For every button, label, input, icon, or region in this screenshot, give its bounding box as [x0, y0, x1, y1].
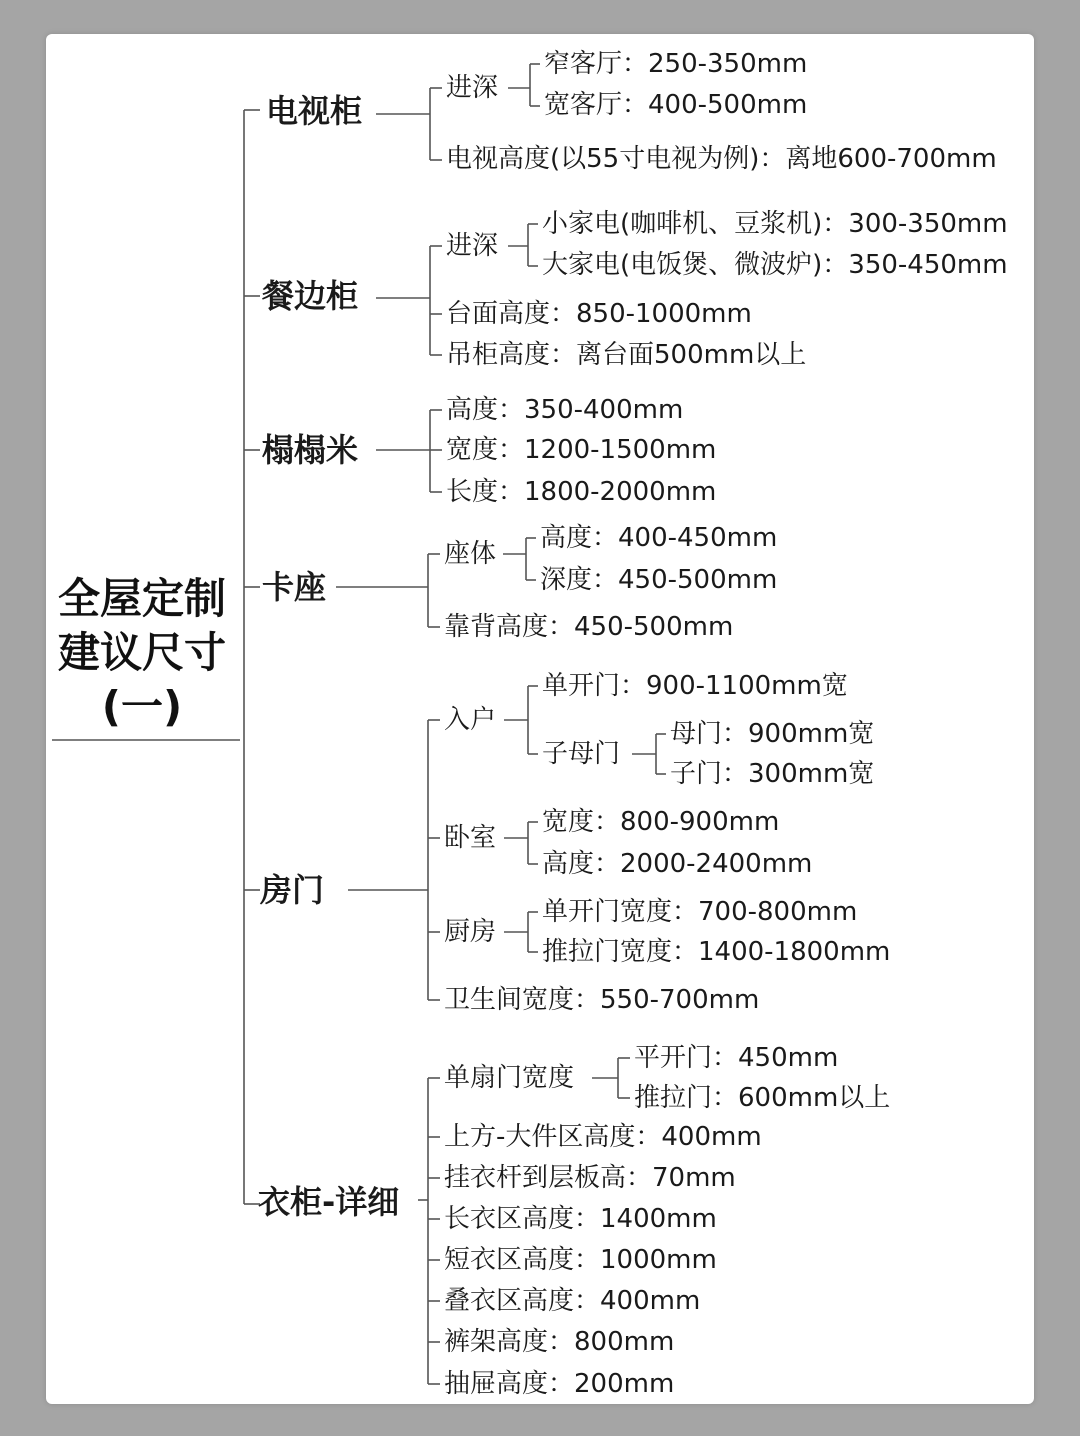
leaf-booth-seat-height: 高度：400-450mm	[540, 523, 778, 553]
leaf-door-entry-single: 单开门：900-1100mm宽	[542, 671, 848, 701]
leaf-door-kitchen-single: 单开门宽度：700-800mm	[542, 897, 858, 927]
node-booth: 卡座	[262, 568, 327, 606]
leaf-wardrobe-sliding-door: 推拉门：600mm以上	[634, 1083, 891, 1113]
leaf-sideboard-counter-height: 台面高度：850-1000mm	[446, 299, 752, 329]
node-door: 房门	[260, 871, 325, 909]
node-door-kitchen: 厨房	[444, 917, 497, 947]
node-wardrobe-single-door: 单扇门宽度	[444, 1063, 575, 1093]
leaf-wardrobe-item: 叠衣区高度：400mm	[444, 1286, 701, 1316]
node-sideboard: 餐边柜	[262, 277, 359, 315]
root-title-line1: 全屋定制	[57, 574, 226, 623]
node-door-mother-child: 子母门	[542, 739, 621, 769]
leaf-wardrobe-item: 短衣区高度：1000mm	[444, 1245, 717, 1275]
leaf-door-mother: 母门：900mm宽	[670, 719, 875, 749]
root-title	[50, 572, 234, 734]
node-sideboard-depth: 进深	[446, 231, 499, 261]
leaf-wardrobe-swing-door: 平开门：450mm	[634, 1043, 839, 1073]
leaf-booth-back-height: 靠背高度：450-500mm	[444, 612, 734, 642]
node-door-entry: 入户	[444, 705, 497, 735]
leaf-booth-seat-depth: 深度：450-500mm	[540, 565, 778, 595]
leaf-tatami-height: 高度：350-400mm	[446, 395, 684, 425]
leaf-door-child: 子门：300mm宽	[670, 759, 875, 789]
leaf-door-bedroom-height: 高度：2000-2400mm	[542, 849, 813, 879]
leaf-tv-depth-wide: 宽客厅：400-500mm	[544, 90, 808, 120]
node-door-bedroom: 卧室	[444, 823, 497, 853]
leaf-wardrobe-item: 长衣区高度：1400mm	[444, 1204, 717, 1234]
node-tv-cabinet: 电视柜	[266, 92, 363, 130]
root-title-line2: 建议尺寸	[57, 628, 226, 677]
leaf-tv-height: 电视高度(以55寸电视为例)：离地600-700mm	[446, 144, 997, 174]
leaf-sideboard-depth-small: 小家电(咖啡机、豆浆机)：300-350mm	[542, 209, 1008, 239]
leaf-tatami-width: 宽度：1200-1500mm	[446, 435, 717, 465]
node-booth-seat: 座体	[444, 539, 497, 569]
node-tv-depth: 进深	[446, 73, 499, 103]
node-wardrobe: 衣柜-详细	[258, 1183, 400, 1221]
leaf-tatami-length: 长度：1800-2000mm	[446, 477, 717, 507]
leaf-tv-depth-narrow: 窄客厅：250-350mm	[544, 49, 808, 79]
leaf-wardrobe-item: 抽屉高度：200mm	[444, 1369, 675, 1399]
leaf-door-bathroom-width: 卫生间宽度：550-700mm	[444, 985, 760, 1015]
root-title-line3: (一)	[101, 682, 183, 731]
node-tatami: 榻榻米	[262, 431, 359, 469]
leaf-wardrobe-item: 裤架高度：800mm	[444, 1327, 675, 1357]
leaf-wardrobe-item: 上方-大件区高度：400mm	[444, 1122, 762, 1152]
leaf-sideboard-depth-large: 大家电(电饭煲、微波炉)：350-450mm	[542, 250, 1008, 280]
leaf-door-kitchen-sliding: 推拉门宽度：1400-1800mm	[542, 937, 891, 967]
leaf-door-bedroom-width: 宽度：800-900mm	[542, 807, 780, 837]
leaf-sideboard-wall-cabinet: 吊柜高度：离台面500mm以上	[446, 340, 807, 370]
leaf-wardrobe-item: 挂衣杆到层板高：70mm	[444, 1163, 736, 1193]
